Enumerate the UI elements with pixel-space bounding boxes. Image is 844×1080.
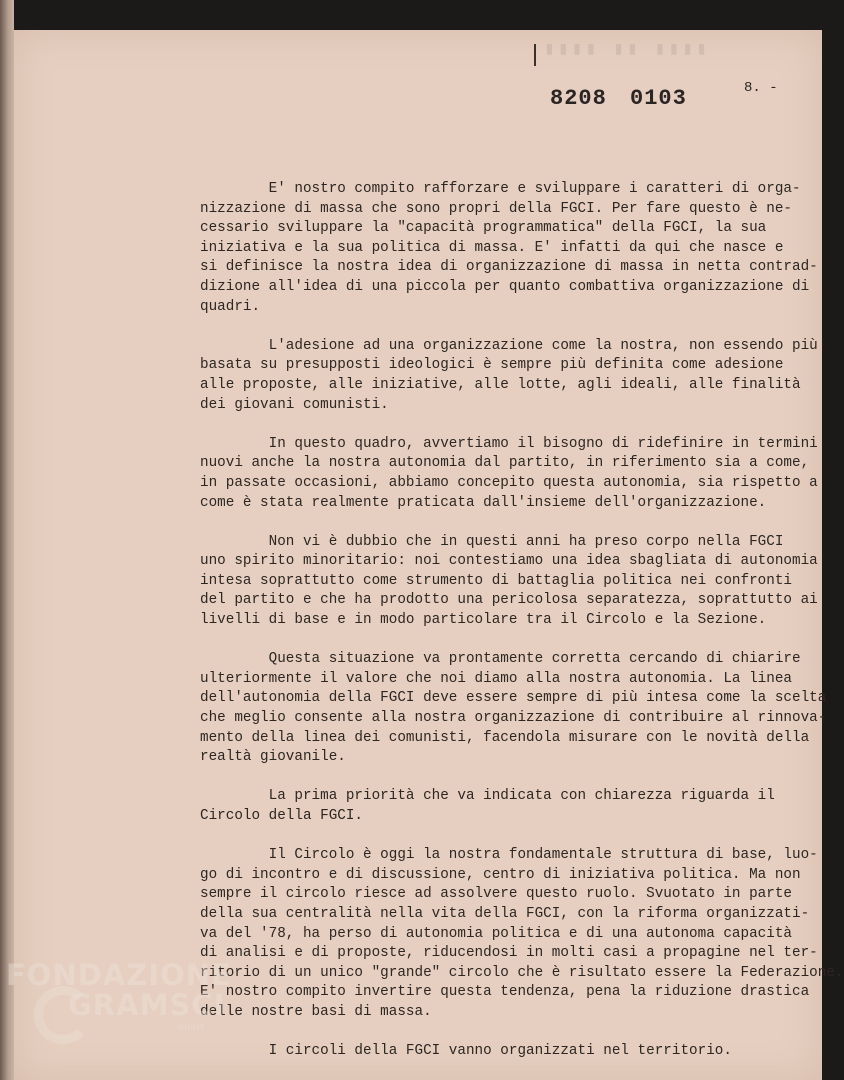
logo-suffix: onlus xyxy=(178,1022,205,1033)
text-line: va del '78, ha perso di autonomia politica e di una autonoma capacità xyxy=(200,925,792,942)
paragraph xyxy=(200,787,800,826)
text-line: L'adesione ad una organizzazione come la nostra, non essendo più xyxy=(200,337,818,354)
text-line: in passate occasioni, abbiamo concepito questa autonomia, sia rispetto a xyxy=(200,474,818,491)
paragraph xyxy=(200,650,827,768)
text-line: E' nostro compito invertire questa tendenza, pena la riduzione drastica xyxy=(200,984,810,1001)
text-line: ulteriormente il valore che noi diamo alla nostra autonomia. La linea xyxy=(200,670,792,687)
paragraph-gap xyxy=(200,513,800,533)
text-line: del partito e che ha prodotto una pericolosa separatezza, soprattutto ai xyxy=(200,592,818,609)
adjacent-page-edge xyxy=(0,0,14,1080)
text-line: Il Circolo è oggi la nostra fondamentale struttura di base, luo- xyxy=(200,847,818,864)
text-line: La prima priorità che va indicata con chiarezza riguarda il xyxy=(200,788,775,805)
logo-line-2: GRAMSCI xyxy=(68,988,226,1022)
text-line: realtà giovanile. xyxy=(200,749,346,766)
text-line: delle nostre basi di massa. xyxy=(200,1003,432,1020)
paragraph xyxy=(200,846,844,1022)
page-number: 8. - xyxy=(744,80,778,96)
text-line: quadri. xyxy=(200,298,261,315)
paragraph xyxy=(200,180,818,317)
text-line: Questa situazione va prontamente corretta cercando di chiarire xyxy=(200,651,801,668)
paragraph-gap xyxy=(200,631,800,651)
text-line: livelli di base e in modo particolare tra il Circolo e la Sezione. xyxy=(200,612,767,629)
text-line: basata su presupposti ideologici è sempre più definita come adesione xyxy=(200,357,784,374)
archive-code-2: 0103 xyxy=(630,86,687,111)
document-page xyxy=(14,30,844,1080)
text-line: cessario sviluppare la "capacità programmatica" della FGCI, la sua xyxy=(200,220,767,237)
text-line: E' nostro compito rafforzare e sviluppare i caratteri di orga- xyxy=(200,181,801,197)
text-line: come è stata realmente praticata dall'insieme dell'organizzazione. xyxy=(200,494,767,511)
text-line: mento della linea dei comunisti, facendola misurare con le novità della xyxy=(200,729,810,746)
text-line: I circoli della FGCI vanno organizzati nel territorio. xyxy=(200,1043,732,1060)
text-line: di analisi e di proposte, riducendosi in molti casi a propagine nel ter- xyxy=(200,945,818,962)
text-line: iniziativa e la sua politica di massa. E' infatti da qui che nasce e xyxy=(200,239,784,256)
text-line: nuovi anche la nostra autonomia dal partito, in riferimento sia a come, xyxy=(200,455,810,472)
archive-code-1: 8208 xyxy=(550,86,607,111)
text-line: che meglio consente alla nostra organizzazione di contribuire al rinnova- xyxy=(200,710,827,727)
stamp-mark xyxy=(534,44,536,66)
paragraph xyxy=(200,337,818,415)
text-line: dei giovani comunisti. xyxy=(200,396,389,413)
text-line: uno spirito minoritario: noi contestiamo una idea sbagliata di autonomia xyxy=(200,553,818,570)
paragraph xyxy=(200,533,818,631)
paragraph-gap xyxy=(200,317,800,337)
text-line: Circolo della FGCI. xyxy=(200,808,364,824)
logo-line-1: FONDAZIONE xyxy=(6,958,232,992)
text-line: ritorio di un unico "grande" circolo che è risultato essere la Federazione. xyxy=(200,964,844,981)
text-line: sempre il circolo riesce ad assolvere questo ruolo. Svuotato in parte xyxy=(200,886,792,903)
text-line: dizione all'idea di una piccola per quanto combattiva organizzazione di xyxy=(200,278,810,295)
text-line: nizzazione di massa che sono propri della FGCI. Per fare questo è ne- xyxy=(200,200,792,217)
paragraph-gap xyxy=(200,1023,800,1043)
text-line: della sua centralità nella vita della FGCI, con la riforma organizzati- xyxy=(200,905,810,922)
paragraph xyxy=(200,1042,800,1062)
text-line: intesa soprattutto come strumento di battaglia politica nei confronti xyxy=(200,572,792,589)
paragraph xyxy=(200,435,818,513)
text-line: si definisce la nostra idea di organizzazione di massa in netta contrad- xyxy=(200,259,818,276)
text-line: go di incontro e di discussione, centro di iniziativa politica. Ma non xyxy=(200,866,801,883)
paragraph-gap xyxy=(200,768,800,788)
document-body xyxy=(200,180,844,1062)
faded-stamp: ▮▮▮▮ ▮▮ ▮▮▮▮ xyxy=(544,40,710,60)
text-line: dell'autonomia della FGCI deve essere sempre di più intesa come la scelta xyxy=(200,690,827,707)
watermark-logo xyxy=(6,958,266,1068)
text-line: Non vi è dubbio che in questi anni ha preso corpo nella FGCI xyxy=(200,533,784,550)
text-line: In questo quadro, avvertiamo il bisogno di ridefinire in termini xyxy=(200,435,818,452)
text-line: alle proposte, alle iniziative, alle lotte, agli ideali, alle finalità xyxy=(200,376,801,393)
paragraph-gap xyxy=(200,827,800,847)
paragraph-gap xyxy=(200,415,800,435)
